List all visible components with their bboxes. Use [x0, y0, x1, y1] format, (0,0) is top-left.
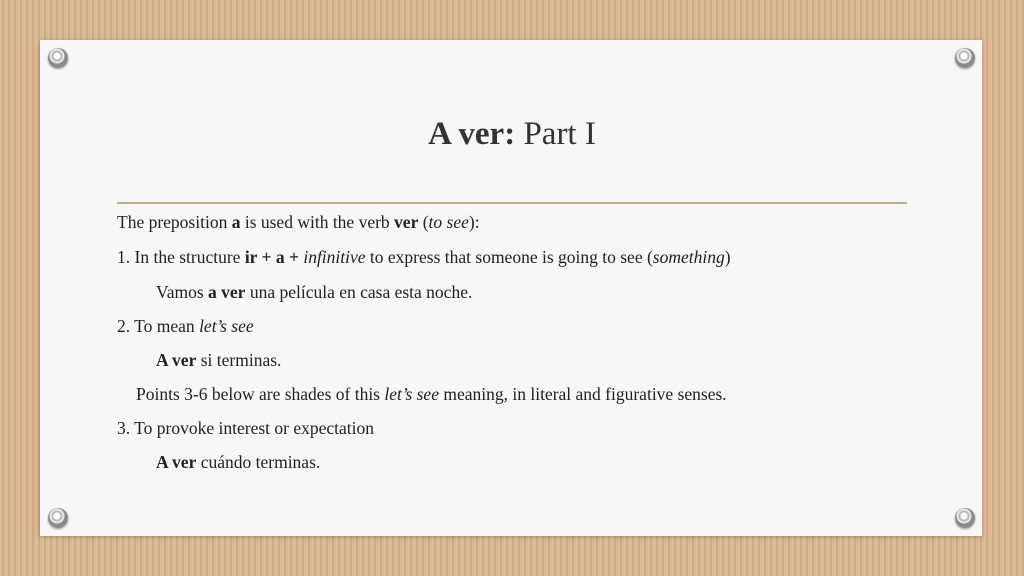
text-segment: to see — [428, 212, 469, 232]
text-segment: let’s see — [384, 384, 439, 404]
body-line — [117, 418, 374, 439]
text-segment: ) — [724, 247, 731, 267]
text-segment: 3. To provoke interest or expectation — [117, 418, 374, 438]
pushpin-icon — [955, 508, 975, 528]
pushpin-icon — [955, 48, 975, 68]
body-line — [136, 384, 727, 405]
text-segment: a — [231, 212, 241, 232]
body-line — [117, 316, 254, 337]
text-segment: A ver — [156, 452, 197, 472]
text-segment: to express that someone is going to see ( — [365, 247, 653, 267]
title-divider — [117, 202, 907, 204]
text-segment: a ver — [208, 282, 246, 302]
text-segment: The preposition — [117, 212, 232, 232]
text-segment: si terminas. — [196, 350, 282, 370]
text-segment: ver — [394, 212, 419, 232]
slide-title — [0, 116, 1024, 153]
example-line — [156, 452, 320, 473]
text-segment: infinitive — [303, 247, 366, 267]
body-line — [117, 247, 731, 268]
text-segment: Points 3-6 below are shades of this — [136, 384, 385, 404]
text-segment: Vamos — [156, 282, 209, 302]
text-segment: ): — [468, 212, 480, 232]
text-segment: cuándo terminas. — [196, 452, 321, 472]
body-line — [117, 212, 480, 233]
text-segment: 2. To mean — [117, 316, 200, 336]
text-segment: something — [652, 247, 725, 267]
title-bold: A ver: — [428, 116, 516, 152]
example-line — [156, 350, 281, 371]
text-segment: ir + a + — [244, 247, 304, 267]
text-segment: is used with the verb — [240, 212, 395, 232]
text-segment: meaning, in literal and figurative senses. — [438, 384, 727, 404]
text-segment: let’s see — [199, 316, 254, 336]
text-segment: 1. In the structure — [117, 247, 245, 267]
pushpin-icon — [48, 48, 68, 68]
text-segment: una película en casa esta noche. — [245, 282, 473, 302]
example-line — [156, 282, 472, 303]
pushpin-icon — [48, 508, 68, 528]
text-segment: ( — [418, 212, 429, 232]
title-rest: Part I — [515, 116, 596, 152]
text-segment: A ver — [156, 350, 197, 370]
